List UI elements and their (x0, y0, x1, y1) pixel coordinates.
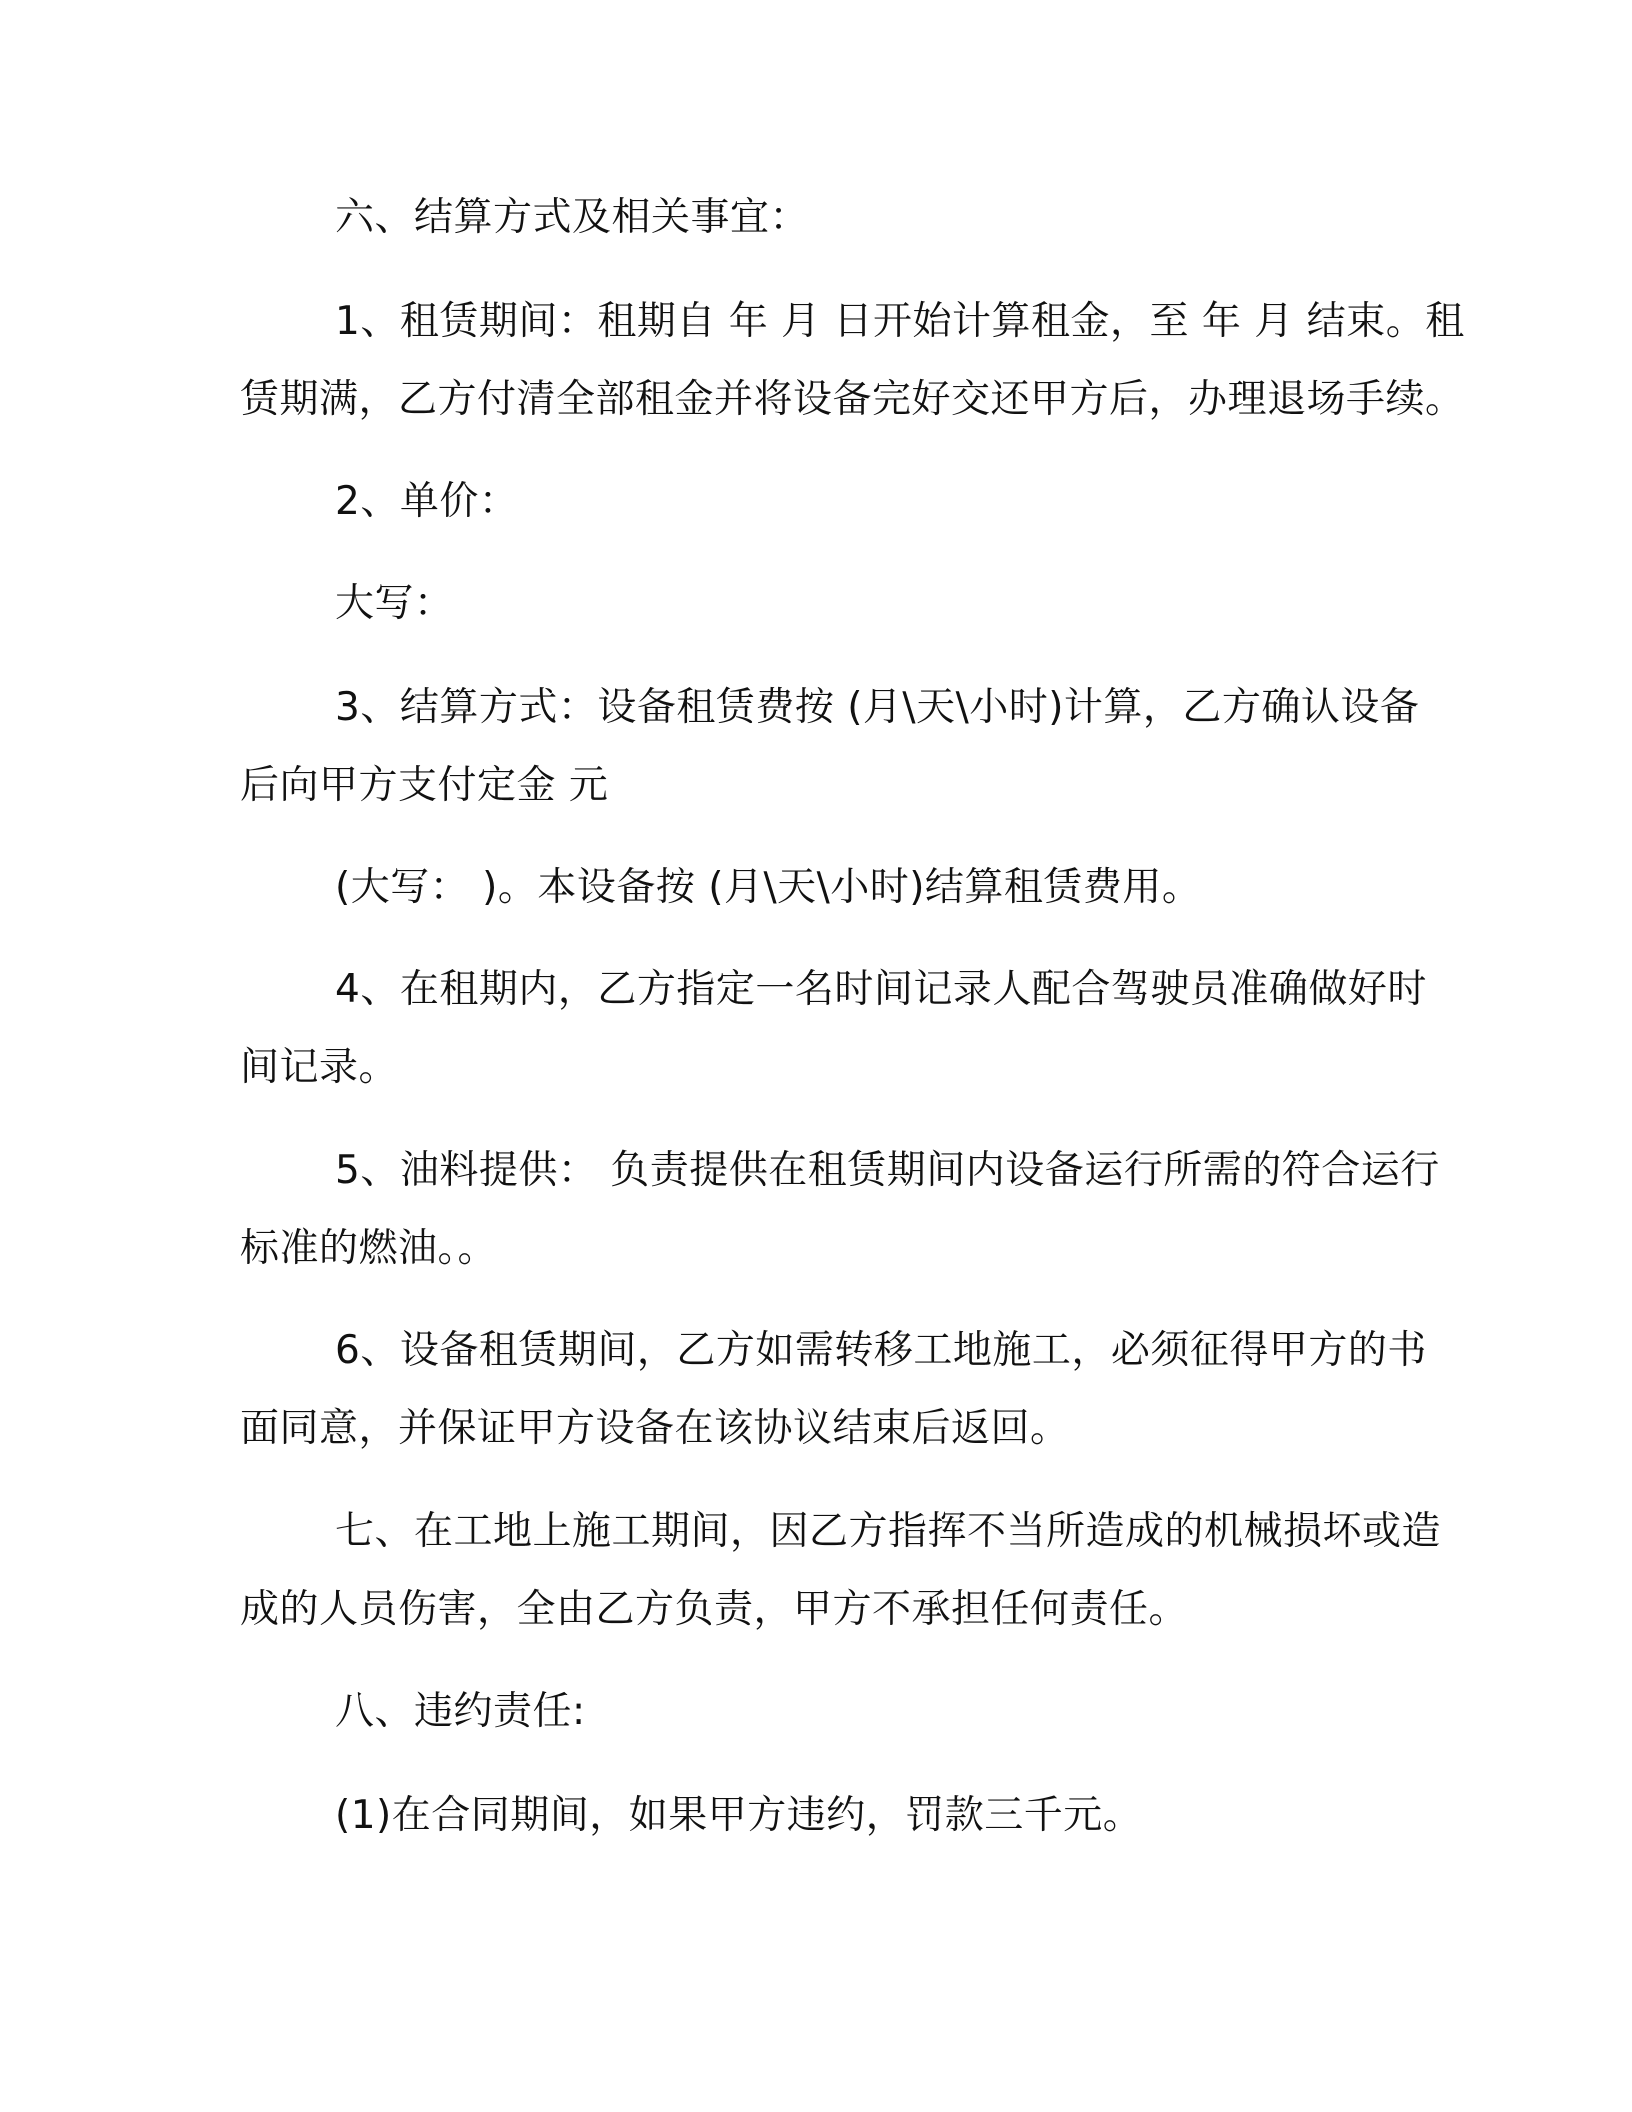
clause-2-unit-price: 2、单价： (335, 479, 519, 524)
section-7-line-2: 成的人员伤害，全由乙方负责，甲方不承担任何责任。 (240, 1587, 1189, 1632)
clause-3-line-1: 3、结算方式：设备租赁费按 (月\天\小时)计算，乙方确认设备 (335, 685, 1420, 730)
clause-6-line-1: 6、设备租赁期间，乙方如需转移工地施工，必须征得甲方的书 (335, 1328, 1427, 1373)
clause-1-line-2: 赁期满，乙方付清全部租金并将设备完好交还甲方后，办理退场手续。 (240, 377, 1465, 422)
clause-5-line-1: 5、油料提供： 负责提供在租赁期间内设备运行所需的符合运行 (335, 1148, 1440, 1193)
clause-6-line-2: 面同意，并保证甲方设备在该协议结束后返回。 (240, 1406, 1070, 1451)
section-heading-6: 六、结算方式及相关事宜： (335, 195, 810, 240)
clause-2-uppercase: 大写： (335, 581, 454, 626)
section-heading-8: 八、违约责任: (335, 1689, 586, 1734)
section-7-line-1: 七、在工地上施工期间，因乙方指挥不当所造成的机械损坏或造 (335, 1509, 1442, 1554)
clause-4-line-1: 4、在租期内，乙方指定一名时间记录人配合驾驶员准确做好时 (335, 967, 1427, 1012)
clause-3-line-2: 后向甲方支付定金 元 (240, 763, 609, 808)
clause-1-line-1: 1、租赁期间：租期自 年 月 日开始计算租金，至 年 月 结束。租 (335, 299, 1465, 344)
clause-3-line-3: (大写： )。本设备按 (月\天\小时)结算租赁费用。 (335, 865, 1202, 910)
breach-clause-1: (1)在合同期间，如果甲方违约，罚款三千元。 (335, 1793, 1143, 1838)
clause-4-line-2: 间记录。 (240, 1045, 399, 1090)
clause-5-line-2: 标准的燃油。。 (240, 1226, 498, 1271)
